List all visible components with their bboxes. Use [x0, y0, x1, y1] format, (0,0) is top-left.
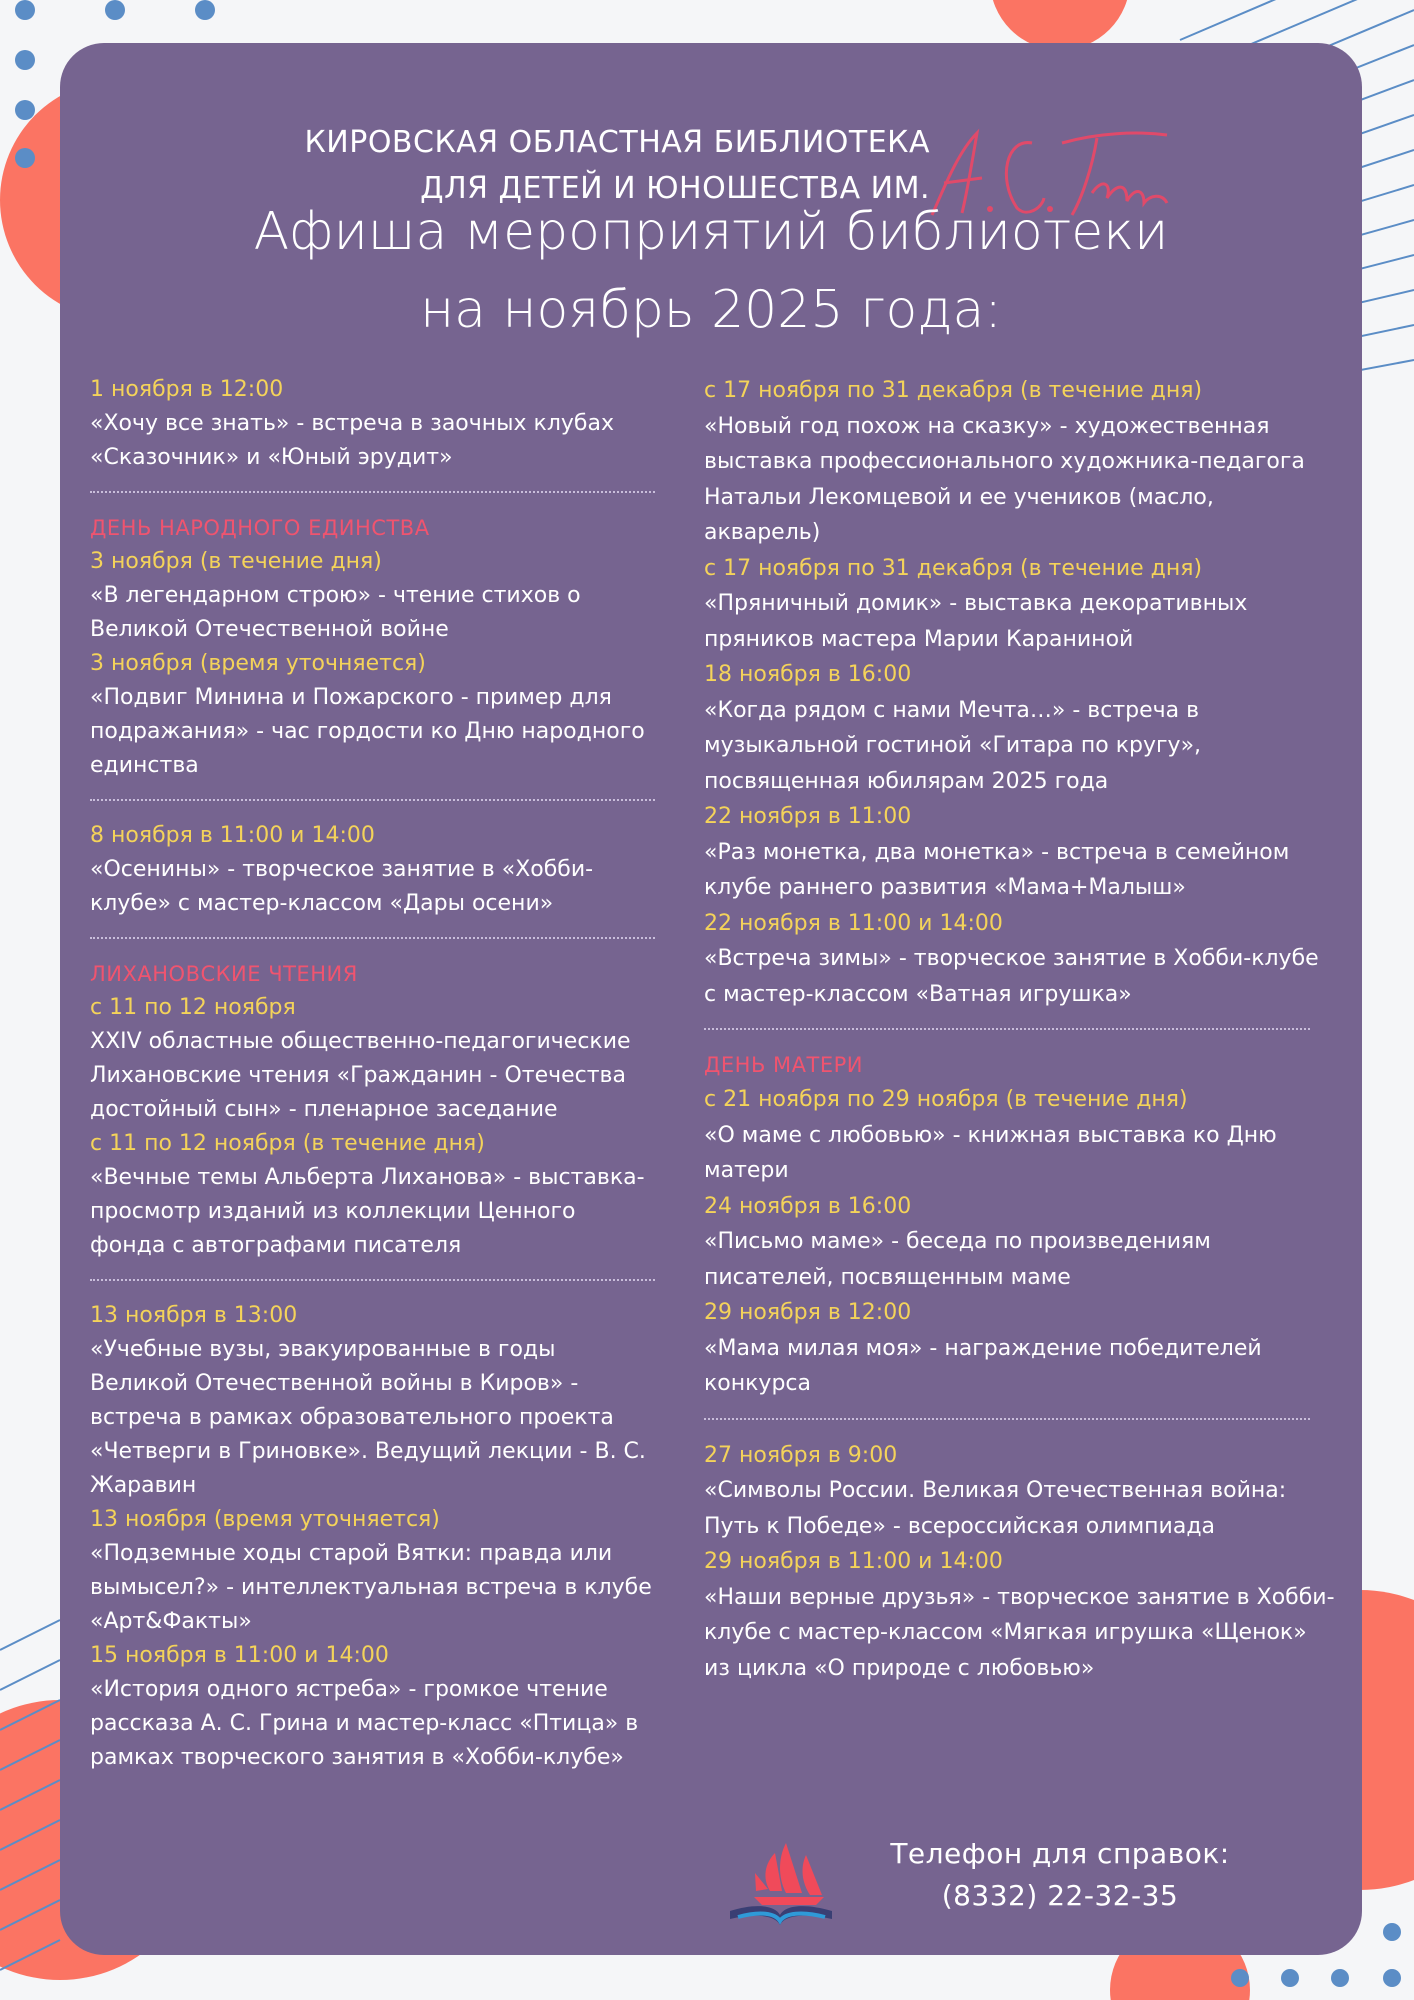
event-description: «Письмо маме» - беседа по произведениям писателей, посвященным маме: [704, 1229, 1211, 1290]
event-date: 29 ноября в 11:00 и 14:00: [704, 1549, 1003, 1574]
event-date: 27 ноября в 9:00: [704, 1442, 898, 1468]
dotted-divider: [704, 1028, 1310, 1030]
event-description: «Символы России. Великая Отечественная война: Путь к Победе» - всероссийская олимпиада: [704, 1478, 1287, 1539]
event-date: 15 ноября в 11:00 и 14:00: [90, 1643, 389, 1668]
event-date: 22 ноября в 11:00: [704, 804, 912, 829]
event-description: «Вечные темы Альберта Лиханова» - выставка-просмотр изданий из коллекции Ценного фонда с автографами писателя: [90, 1165, 645, 1258]
dotted-divider: [90, 491, 655, 493]
event-date: 3 ноября (в течение дня): [90, 549, 382, 574]
event-date: с 11 по 12 ноября: [90, 995, 296, 1020]
section-title: ЛИХАНОВСКИЕ ЧТЕНИЯ: [90, 962, 358, 986]
title-line1: Афиша мероприятий библиотеки: [253, 202, 1169, 262]
event-date: с 21 ноября по 29 ноября (в течение дня): [704, 1087, 1188, 1112]
event-section: [704, 373, 1336, 1012]
event-date: 18 ноября в 16:00: [704, 662, 912, 687]
event-description: «О маме с любовью» - книжная выставка ко Дню матери: [704, 1122, 1277, 1183]
event-date: 13 ноября (время уточняется): [90, 1507, 440, 1532]
dotted-divider: [90, 1279, 655, 1281]
library-name-line2: ДЛЯ ДЕТЕЙ И ЮНОШЕСТВА ИМ.: [420, 171, 930, 206]
event-date: 29 ноября в 12:00: [704, 1300, 912, 1325]
phone-label: Телефон для справок:: [890, 1837, 1230, 1870]
dotted-divider: [704, 1418, 1310, 1420]
event-date: 1 ноября в 12:00: [90, 377, 284, 402]
dotted-divider: [90, 799, 655, 801]
event-date: 24 ноября в 16:00: [704, 1193, 912, 1219]
ship-book-icon: [720, 1833, 840, 1933]
event-section: [704, 1438, 1336, 1687]
event-description: «Новый год похож на сказку» - художественная выставка профессионального художника-педагога Натальи Лекомцевой и ее учеников (масло, акварель): [704, 413, 1305, 545]
event-description: «Подвиг Минина и Пожарского - пример для подражания» - час гордости ко Дню народного единства: [90, 685, 645, 778]
phone-number[interactable]: (8332) 22-32-35: [941, 1879, 1179, 1912]
event-description: «Раз монетка, два монетка» - встреча в семейном клубе раннего развития «Мама+Малыш»: [704, 839, 1290, 900]
event-description: «Осенины» - творческое занятие в «Хобби-клубе» с мастер-классом «Дары осени»: [90, 857, 594, 916]
event-section: [90, 373, 655, 475]
event-description: «Пряничный домик» - выставка декоративных пряников мастера Марии Караниной: [704, 591, 1248, 652]
event-section: [90, 1299, 655, 1775]
event-section: [704, 1048, 1336, 1402]
event-date: 8 ноября в 11:00 и 14:00: [90, 823, 375, 848]
poster-card: [60, 43, 1362, 1955]
event-description: XXIV областные общественно-педагогические Лихановские чтения «Гражданин - Отечества достойный сын» - пленарное заседание: [90, 1029, 631, 1122]
event-description: «Когда рядом с нами Мечта…» - встреча в музыкальной гостиной «Гитара по кругу», посвященная юбилярам 2025 года: [704, 697, 1202, 794]
event-description: «Наши верные друзья» - творческое занятие в Хобби-клубе с мастер-классом «Мягкая игрушка «Щенок» из цикла «О природе с любовью»: [704, 1584, 1335, 1681]
event-description: «Подземные ходы старой Вятки: правда или вымысел?» - интеллектуальная встреча в клубе «Арт&Факты»: [90, 1541, 652, 1634]
section-title: ДЕНЬ МАТЕРИ: [704, 1053, 864, 1077]
event-description: «Встреча зимы» - творческое занятие в Хобби-клубе с мастер-классом «Ватная игрушка»: [704, 946, 1319, 1007]
event-section: [90, 819, 655, 921]
event-date: 13 ноября в 13:00: [90, 1303, 298, 1328]
poster-title: [60, 193, 1362, 349]
event-date: с 11 по 12 ноября (в течение дня): [90, 1131, 485, 1156]
event-date: 3 ноября (время уточняется): [90, 651, 426, 676]
event-date: с 17 ноября по 31 декабря (в течение дня): [704, 378, 1203, 403]
footer: [720, 1833, 1320, 1943]
title-line2: на ноябрь 2025 года:: [420, 280, 1002, 340]
event-description: «В легендарном строю» - чтение стихов о Великой Отечественной войне: [90, 583, 581, 642]
library-name-line1: КИРОВСКАЯ ОБЛАСТНАЯ БИБЛИОТЕКА: [304, 125, 930, 160]
event-description: «Учебные вузы, эвакуированные в годы Великой Отечественной войны в Киров» - встреча в рамках образовательного проекта «Четверги в Гриновке». Ведущий лекции - В. С. Жаравин: [90, 1337, 646, 1498]
dotted-divider: [90, 937, 655, 939]
events-right-column: [704, 373, 1336, 1686]
event-section: [90, 511, 655, 783]
section-title: ДЕНЬ НАРОДНОГО ЕДИНСТВА: [90, 516, 430, 540]
event-description: «Мама милая моя» - награждение победителей конкурса: [704, 1335, 1262, 1396]
events-left-column: [90, 373, 655, 1775]
event-description: «История одного ястреба» - громкое чтение рассказа А. С. Грина и мастер-класс «Птица» в рамках творческого занятия в «Хобби-клубе»: [90, 1677, 639, 1770]
event-date: 22 ноября в 11:00 и 14:00: [704, 910, 1003, 936]
event-date: с 17 ноября по 31 декабря (в течение дня): [704, 555, 1203, 581]
event-section: [90, 957, 655, 1263]
event-description: «Хочу все знать» - встреча в заочных клубах «Сказочник» и «Юный эрудит»: [90, 411, 614, 470]
